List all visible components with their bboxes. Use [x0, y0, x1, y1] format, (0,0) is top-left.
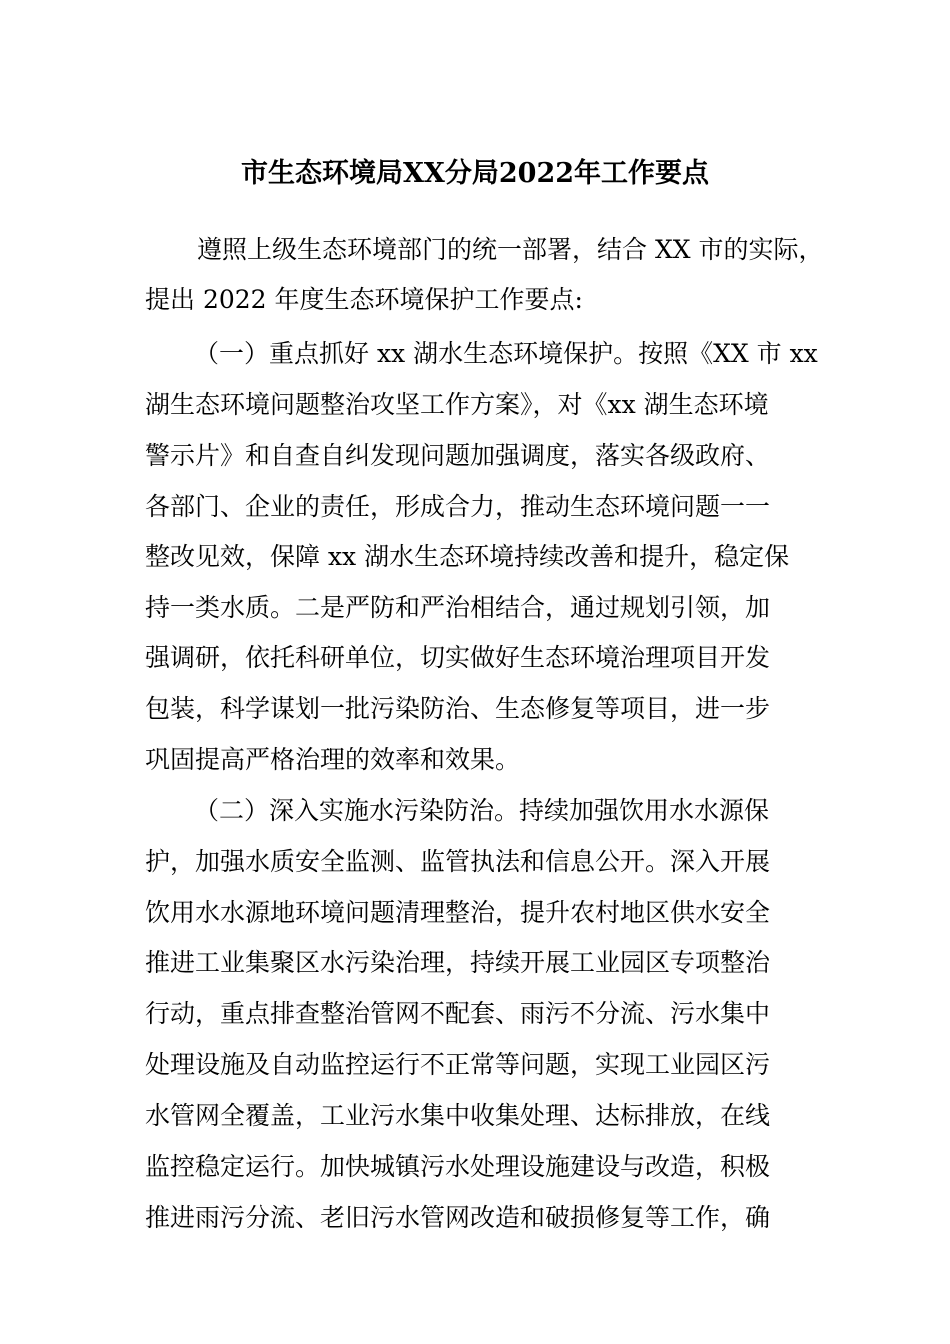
body-line: 持一类水质。二是严防和严治相结合，通过规划引领，加	[145, 593, 771, 622]
body-line: 推进工业集聚区水污染治理，持续开展工业园区专项整治	[145, 948, 771, 977]
body-line: 提出 2022 年度生态环境保护工作要点:	[145, 285, 583, 314]
body-line: 强调研，依托科研单位，切实做好生态环境治理项目开发	[145, 643, 771, 672]
body-line: 包装，科学谋划一批污染防治、生态修复等项目，进一步	[145, 694, 771, 723]
body-line: 水管网全覆盖，工业污水集中收集处理、达标排放，在线	[145, 1101, 771, 1130]
body-line: （一）重点抓好 xx 湖水生态环境保护。按照《XX 市 xx	[194, 339, 818, 368]
body-line: 行动，重点排查整治管网不配套、雨污不分流、污水集中	[145, 999, 771, 1028]
body-line: 遵照上级生态环境部门的统一部署，结合 XX 市的实际，	[197, 235, 824, 264]
document-title: 市生态环境局XX分局2022年工作要点	[240, 158, 710, 189]
body-line: 护，加强水质安全监测、监管执法和信息公开。深入开展	[145, 847, 771, 876]
body-line: 巩固提高严格治理的效率和效果。	[145, 745, 521, 774]
body-line: 各部门、企业的责任，形成合力，推动生态环境问题一一	[145, 492, 771, 521]
body-line: 警示片》和自查自纠发现问题加强调度，落实各级政府、	[145, 441, 771, 470]
body-line: 湖生态环境问题整治攻坚工作方案》，对《xx 湖生态环境	[145, 390, 769, 419]
body-line: 处理设施及自动监控运行不正常等问题，实现工业园区污	[145, 1050, 771, 1079]
body-line: 饮用水水源地环境问题清理整治，提升农村地区供水安全	[145, 898, 771, 927]
body-line: 监控稳定运行。加快城镇污水处理设施建设与改造，积极	[145, 1152, 771, 1181]
body-line: 推进雨污分流、老旧污水管网改造和破损修复等工作，确	[145, 1203, 771, 1232]
body-line: 整改见效，保障 xx 湖水生态环境持续改善和提升，稳定保	[145, 542, 790, 571]
body-line: （二）深入实施水污染防治。持续加强饮用水水源保	[194, 796, 770, 825]
